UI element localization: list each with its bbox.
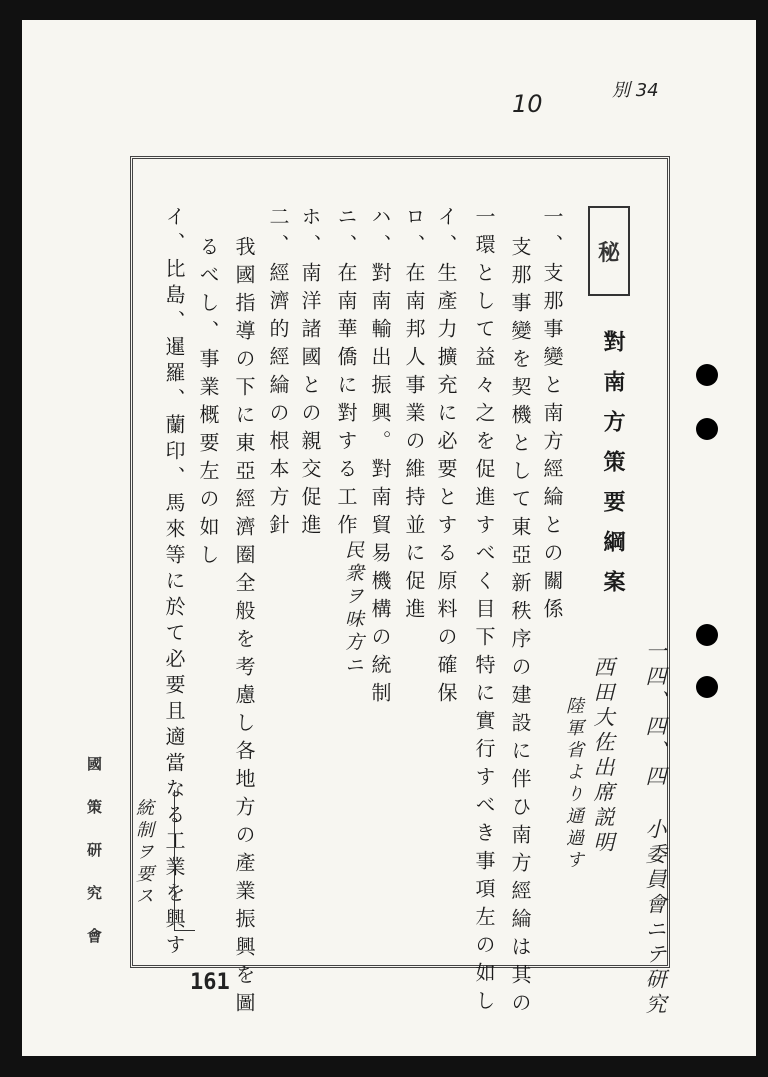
item-ha: ハ、對南輸出振興。對南貿易機構の統制	[368, 206, 392, 710]
document-title: 對南方策要綱案	[600, 330, 626, 610]
body-line-4: るべし、事業概要左の如し	[196, 236, 220, 572]
handwritten-page-ref: 10	[512, 90, 543, 118]
body-line-3: 我國指導の下に東亞經濟圈全般を考慮し各地方の產業振興を圖	[232, 236, 256, 1020]
publisher-sidebar: 國策研究會	[85, 756, 103, 971]
binder-hole-3	[696, 624, 718, 646]
item-i: イ、生產力擴充に必要とする原料の確保	[434, 206, 458, 710]
item-ho: ホ、南洋諸國との親交促進	[298, 206, 322, 542]
item-ro: ロ、在南邦人事業の維持並に促進	[402, 206, 426, 626]
handwritten-file-code: 別 34	[612, 80, 659, 101]
page-number: 161	[190, 970, 230, 995]
pen-underline-mark	[174, 790, 195, 931]
body-line-1: 支那事變を契機として東亞新秩序の建設に伴ひ南方經綸は其の	[508, 236, 532, 1020]
binder-hole-1	[696, 364, 718, 386]
section-heading-2: 二、經濟的經綸の根本方針	[266, 206, 290, 542]
body-line-2: 一環として益々之を促進すべく目下特に實行すべき事項左の如し	[472, 206, 496, 1018]
stamp-label: 秘	[597, 239, 620, 266]
handwritten-note-approval: 陸軍省より通過す	[563, 696, 584, 872]
binder-hole-2	[696, 418, 718, 440]
binder-hole-4	[696, 676, 718, 698]
handwritten-note-attendance: 西田大佐出席説明	[591, 656, 615, 856]
handwritten-inline-note: 民衆ヲ味方ニ	[342, 540, 364, 678]
handwritten-note-committee: 一四、四、四 小委員會ニテ研究	[643, 640, 667, 1018]
document-page	[22, 20, 756, 1056]
section-heading-1: 一、支那事變と南方經綸との關係	[540, 206, 564, 626]
item-i-2: イ、比島、暹羅、蘭印、馬來等に於て必要且適當なる工業を興す	[162, 206, 186, 960]
confidential-stamp	[588, 206, 630, 296]
handwritten-lower-note: 統制ヲ要ス	[133, 798, 154, 908]
item-ni: ニ、在南華僑に對する工作	[334, 206, 358, 542]
